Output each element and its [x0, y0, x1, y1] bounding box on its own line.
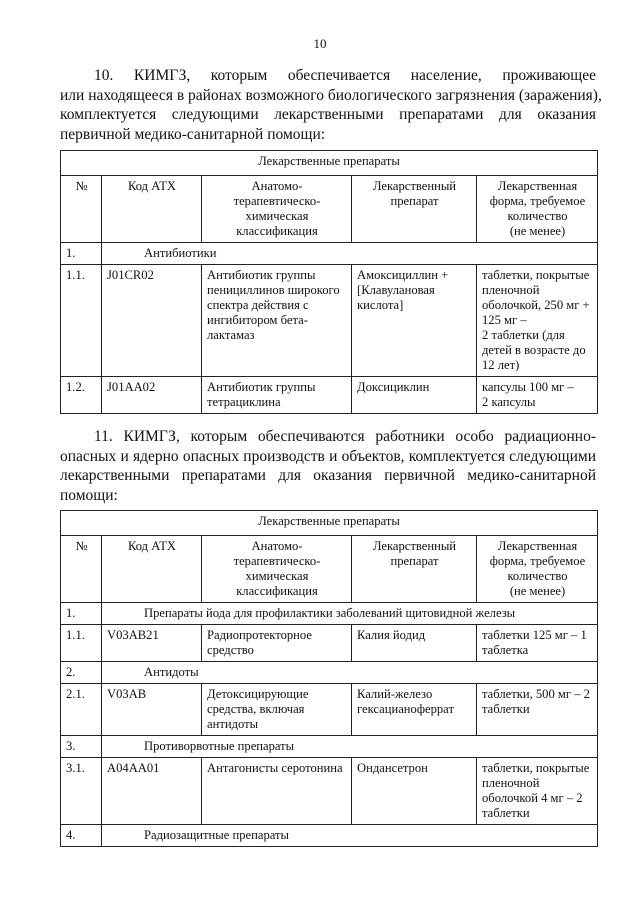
table-row — [61, 684, 598, 736]
atc-code: J01AA02 — [102, 377, 202, 414]
table-caption: Лекарственные препараты — [61, 511, 598, 536]
drug-name — [352, 265, 477, 377]
cell-line: таблетки — [482, 806, 530, 820]
cell-line: Антагонисты серотонина — [207, 761, 343, 775]
cell-line: количество — [507, 209, 568, 223]
row-number: 1.1. — [61, 625, 102, 662]
header-atc-classification — [202, 536, 352, 603]
cell-line: таблетки — [482, 702, 530, 716]
cell-line: (не менее) — [509, 224, 566, 238]
atc-classification — [202, 684, 352, 736]
cell-line: Ондансетрон — [357, 761, 428, 775]
group-row — [61, 662, 598, 684]
cell-line: классификация — [236, 224, 318, 238]
section-10-line: первичной медико-санитарной помощи: — [60, 125, 326, 143]
cell-line: количество — [507, 569, 568, 583]
table-caption: Лекарственные препараты — [61, 151, 598, 176]
cell-line: пенициллинов широкого — [207, 283, 340, 297]
cell-line: терапевтическо- — [233, 194, 321, 208]
cell-line: оболочкой 4 мг – 2 — [482, 791, 583, 805]
group-name: Антидоты — [102, 662, 598, 684]
section-11-paragraph — [60, 427, 596, 505]
cell-line: форма, требуемое — [489, 194, 586, 208]
cell-line: Лекарственная — [497, 179, 578, 193]
cell-line: Детоксицирующие — [207, 687, 309, 701]
dosage-form — [477, 625, 598, 662]
cell-line: таблетки, покрытые — [482, 761, 590, 775]
table-row — [61, 758, 598, 825]
cell-line: лактамаз — [207, 328, 255, 342]
dosage-form — [477, 377, 598, 414]
header-drug — [352, 536, 477, 603]
cell-line: средства, включая — [207, 702, 305, 716]
drug-name — [352, 684, 477, 736]
group-row — [61, 736, 598, 758]
cell-line: пленочной — [482, 776, 540, 790]
drug-name — [352, 377, 477, 414]
table-row — [61, 625, 598, 662]
section-10-line: комплектуется следующими лекарственными препаратами для оказания — [60, 106, 596, 123]
cell-line: таблетки 125 мг – 1 — [482, 628, 587, 642]
cell-line: Лекарственная — [497, 539, 578, 553]
atc-code: V03AB21 — [102, 625, 202, 662]
atc-code: A04AA01 — [102, 758, 202, 825]
header-dosage-form — [477, 536, 598, 603]
row-number: 3.1. — [61, 758, 102, 825]
atc-code: J01CR02 — [102, 265, 202, 377]
section-10-line: 10. КИМГЗ, которым обеспечивается население, проживающее — [94, 67, 596, 84]
drug-name — [352, 758, 477, 825]
table-header-row — [61, 536, 598, 603]
cell-line: детей в возрасте до — [482, 343, 586, 357]
group-number: 3. — [61, 736, 102, 758]
group-row — [61, 825, 598, 847]
group-name: Антибиотики — [102, 243, 598, 265]
cell-line: таблетки, покрытые — [482, 268, 590, 282]
cell-line: Калия йодид — [357, 628, 426, 642]
cell-line: Анатомо- — [251, 179, 303, 193]
cell-line: таблетки, 500 мг – 2 — [482, 687, 590, 701]
row-number: 1.1. — [61, 265, 102, 377]
header-no: № — [61, 176, 102, 243]
group-name: Противорвотные препараты — [102, 736, 598, 758]
dosage-form — [477, 758, 598, 825]
row-number: 2.1. — [61, 684, 102, 736]
cell-line: капсулы 100 мг – — [482, 380, 574, 394]
section-11-line: помощи: — [60, 486, 118, 504]
cell-line: препарат — [390, 554, 439, 568]
group-number: 1. — [61, 243, 102, 265]
cell-line: терапевтическо- — [233, 554, 321, 568]
atc-classification — [202, 265, 352, 377]
cell-line: Радиопротекторное — [207, 628, 312, 642]
page-number: 10 — [313, 36, 327, 51]
cell-line: Доксициклин — [357, 380, 430, 394]
cell-line: Калий-железо — [357, 687, 433, 701]
cell-line: гексацианоферрат — [357, 702, 454, 716]
group-number: 1. — [61, 603, 102, 625]
dosage-form — [477, 265, 598, 377]
cell-line: кислота] — [357, 298, 404, 312]
cell-line: химическая — [245, 209, 309, 223]
section-10-paragraph — [60, 66, 602, 144]
cell-line: препарат — [390, 194, 439, 208]
header-atc-code: Код АТХ — [102, 176, 202, 243]
cell-line: 2 таблетки (для — [482, 328, 565, 342]
cell-line: Лекарственный — [372, 539, 457, 553]
medications-table-1 — [60, 150, 598, 414]
section-11-line: опасных и ядерно опасных производств и объектов, комплектуется следующими — [60, 447, 596, 465]
atc-classification — [202, 625, 352, 662]
group-row — [61, 603, 598, 625]
atc-code: V03AB — [102, 684, 202, 736]
group-name: Радиозащитные препараты — [102, 825, 598, 847]
cell-line: спектра действия с — [207, 298, 309, 312]
cell-line: (не менее) — [509, 584, 566, 598]
cell-line: ингибитором бета- — [207, 313, 308, 327]
cell-line: Лекарственный — [372, 179, 457, 193]
dosage-form — [477, 684, 598, 736]
header-atc-classification — [202, 176, 352, 243]
cell-line: 12 лет) — [482, 358, 520, 372]
cell-line: химическая — [245, 569, 309, 583]
header-drug — [352, 176, 477, 243]
drug-name — [352, 625, 477, 662]
section-11-line: лекарственными препаратами для оказания первичной медико-санитарной — [60, 467, 596, 484]
group-number: 2. — [61, 662, 102, 684]
row-number: 1.2. — [61, 377, 102, 414]
table-row — [61, 377, 598, 414]
cell-line: Анатомо- — [251, 539, 303, 553]
cell-line: таблетка — [482, 643, 529, 657]
cell-line: 2 капсулы — [482, 395, 536, 409]
table-caption-row — [61, 151, 598, 176]
table-row — [61, 265, 598, 377]
cell-line: 125 мг – — [482, 313, 527, 327]
group-number: 4. — [61, 825, 102, 847]
section-10-line: или находящееся в районах возможного биологического загрязнения (заражения), — [60, 86, 602, 104]
cell-line: классификация — [236, 584, 318, 598]
header-dosage-form — [477, 176, 598, 243]
section-11-line: 11. КИМГЗ, которым обеспечиваются работники особо радиационно- — [94, 428, 596, 445]
header-no: № — [61, 536, 102, 603]
atc-classification — [202, 377, 352, 414]
atc-classification — [202, 758, 352, 825]
medications-table-2 — [60, 510, 598, 847]
table-caption-row — [61, 511, 598, 536]
group-row — [61, 243, 598, 265]
header-atc-code: Код АТХ — [102, 536, 202, 603]
cell-line: [Клавулановая — [357, 283, 435, 297]
cell-line: тетрациклина — [207, 395, 281, 409]
cell-line: антидоты — [207, 717, 259, 731]
cell-line: оболочкой, 250 мг + — [482, 298, 590, 312]
cell-line: Амоксициллин + — [357, 268, 449, 282]
group-name: Препараты йода для профилактики заболеваний щитовидной железы — [102, 603, 598, 625]
table-header-row — [61, 176, 598, 243]
cell-line: Антибиотик группы — [207, 268, 316, 282]
cell-line: средство — [207, 643, 254, 657]
cell-line: пленочной — [482, 283, 540, 297]
cell-line: форма, требуемое — [489, 554, 586, 568]
cell-line: Антибиотик группы — [207, 380, 316, 394]
